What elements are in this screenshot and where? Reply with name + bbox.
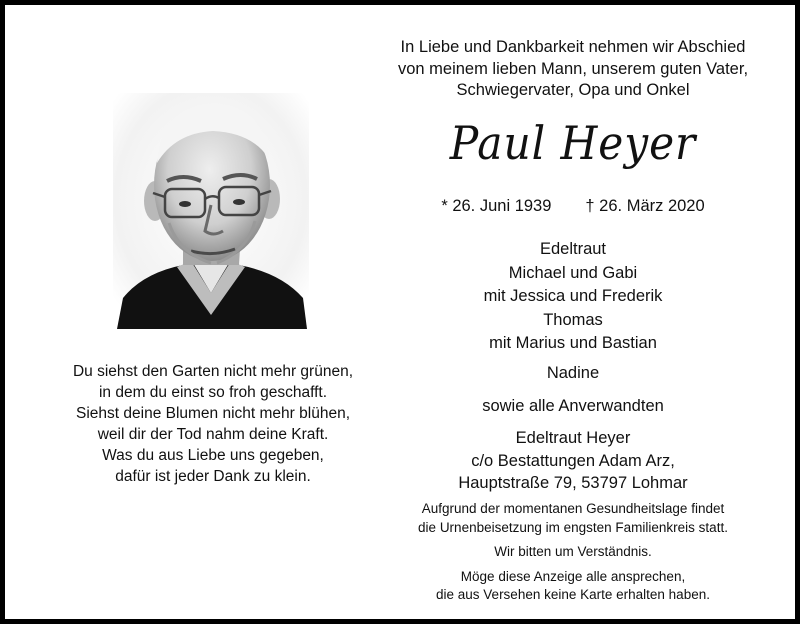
health-notice: [355, 500, 791, 537]
family-member: Edeltraut: [539, 240, 607, 258]
family-member: mit Jessica und Frederik: [483, 287, 663, 305]
relatives-line: sowie alle Anverwandten: [482, 397, 664, 415]
notice-line: die aus Versehen keine Karte erhalten haben.: [436, 587, 710, 602]
understanding-notice: Wir bitten um Verständnis.: [494, 544, 652, 559]
card-notice: [355, 568, 791, 605]
poem-line: Siehst deine Blumen nicht mehr blühen,: [76, 405, 350, 422]
portrait-photo: [113, 93, 309, 329]
deceased-name: Paul Heyer: [449, 116, 697, 170]
intro-line: von meinem lieben Mann, unserem guten Vater,: [397, 59, 749, 78]
intro-text: [355, 37, 791, 102]
poem-line: dafür ist jeder Dank zu klein.: [115, 468, 311, 485]
family-list: [355, 238, 791, 419]
poem-line: weil dir der Tod nahm deine Kraft.: [97, 426, 329, 443]
family-member: Nadine: [546, 363, 600, 382]
notice-line: die Urnenbeisetzung im engsten Familienkreis statt.: [418, 519, 728, 535]
address-line: Hauptstraße 79, 53797 Lohmar: [458, 474, 688, 492]
poem-line: Was du aus Liebe uns gegeben,: [102, 447, 324, 464]
contact-address: [355, 427, 791, 495]
notice-line: Aufgrund der momentanen Gesundheitslage findet: [421, 501, 725, 516]
address-line: c/o Bestattungen Adam Arz,: [471, 451, 675, 470]
notice-text: [355, 500, 791, 605]
life-dates: [355, 195, 791, 217]
intro-line: Schwiegervater, Opa und Onkel: [456, 81, 690, 99]
intro-line: In Liebe und Dankbarkeit nehmen wir Abschied: [400, 38, 746, 56]
poem-line: in dem du einst so froh geschafft.: [98, 384, 328, 401]
family-member: Michael und Gabi: [508, 263, 638, 282]
notice-line: Möge diese Anzeige alle ansprechen,: [460, 568, 686, 584]
family-member: Thomas: [543, 310, 603, 329]
family-member: mit Marius und Bastian: [489, 334, 657, 352]
poem-line: Du siehst den Garten nicht mehr grünen,: [72, 363, 353, 380]
death-date: † 26. März 2020: [585, 197, 705, 215]
birth-date: * 26. Juni 1939: [441, 197, 552, 215]
address-line: Edeltraut Heyer: [515, 429, 631, 447]
poem: [33, 361, 393, 487]
